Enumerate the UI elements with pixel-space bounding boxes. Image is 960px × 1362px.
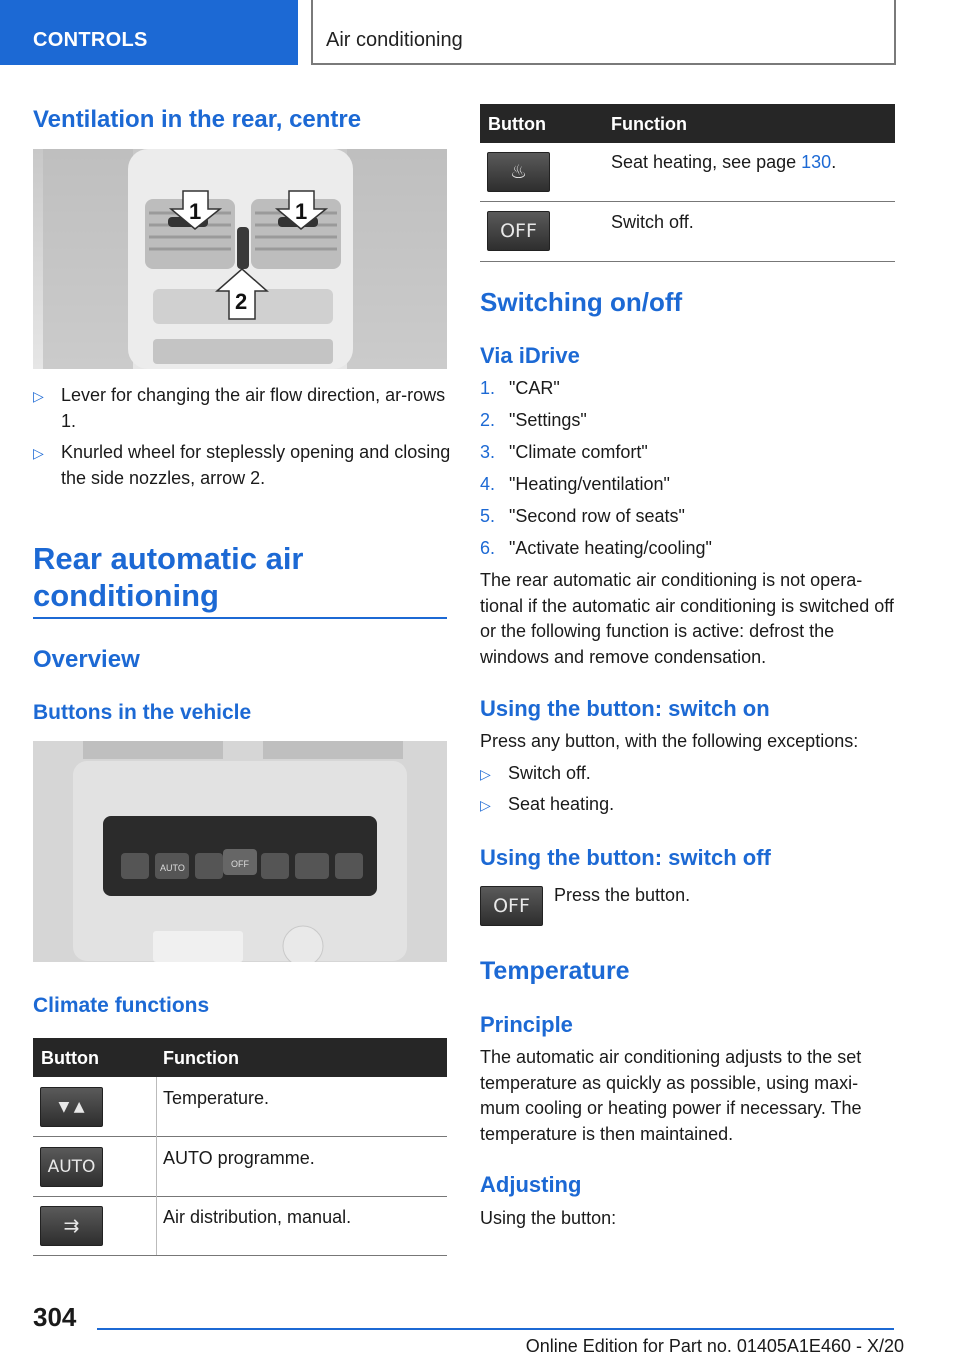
off-button-icon: OFF [480, 886, 543, 926]
bullet-triangle-icon: ▷ [480, 766, 491, 782]
step-number: 1. [480, 378, 496, 398]
bullet-triangle-icon: ▷ [33, 445, 44, 461]
col-button-header: Button [488, 114, 546, 134]
step-text: "Heating/ventilation" [509, 474, 670, 494]
air-distribution-icon: ⇉ [40, 1206, 103, 1246]
seat-heating-icon: ♨ [487, 152, 550, 192]
col-button-header: Button [41, 1048, 99, 1068]
principle-heading: Principle [480, 1012, 573, 1037]
temperature-heading: Temperature [480, 957, 630, 985]
control-panel-illustration [33, 741, 447, 962]
vent-label-2: 2 [235, 289, 248, 314]
climate-heading: Climate functions [33, 994, 210, 1017]
climate-row-2-text: AUTO programme. [163, 1148, 315, 1168]
section-title: CONTROLS [33, 29, 148, 51]
step-text: "Second row of seats" [509, 506, 685, 526]
vent-label-1a: 1 [189, 199, 202, 224]
bullet-triangle-icon: ▷ [480, 797, 491, 813]
row-divider [480, 201, 895, 202]
switch-off-text: Switch off. [611, 212, 694, 232]
button-on-text: Press any button, with the following exceptions: [480, 731, 859, 751]
overview-heading: Overview [33, 646, 140, 673]
section-tab [0, 0, 298, 65]
climate-table-header [33, 1038, 447, 1077]
bullet-text: Seat heating. [508, 794, 615, 814]
row-divider [33, 1136, 447, 1137]
step-text: "Activate heating/cooling" [509, 538, 712, 558]
auto-icon: AUTO [40, 1147, 103, 1187]
control-panel-photo [33, 741, 447, 962]
step-text: "CAR" [509, 378, 560, 398]
step-number: 4. [480, 474, 496, 494]
column-divider [156, 1077, 157, 1255]
vent-bullet-text-2: Knurled wheel for steplessly opening and closing the side nozzles, arrow 2. [61, 442, 451, 488]
vent-label-1b: 1 [295, 199, 308, 224]
step-number: 5. [480, 506, 496, 526]
step-number: 6. [480, 538, 496, 558]
adjusting-heading: Adjusting [480, 1172, 582, 1197]
vent-heading: Ventilation in the rear, centre [33, 106, 362, 133]
idrive-note: The rear automatic air conditioning is not opera-tional if the automatic air conditioning is switched off or the following function is active: defrost the windows and remove condensation. [480, 570, 894, 667]
col-function-header: Function [163, 1048, 239, 1068]
page-ref-link[interactable]: 130 [801, 152, 832, 172]
bullet-triangle-icon: ▷ [33, 388, 44, 404]
rear-vent-illustration [33, 149, 447, 369]
buttons-heading: Buttons in the vehicle [33, 701, 252, 724]
climate-row-1-text: Temperature. [163, 1088, 270, 1108]
switching-heading: Switching on/off [480, 287, 683, 317]
step-text: "Climate comfort" [509, 442, 648, 462]
edition-text: Online Edition for Part no. 01405A1E460 - X/20 [525, 1336, 904, 1356]
rear-ac-heading: Rear automatic air conditioning [33, 541, 304, 613]
idrive-heading: Via iDrive [480, 343, 580, 368]
panel-off-label: OFF [231, 859, 249, 869]
vent-bullet-text-1: Lever for changing the air flow direction, ar-rows 1. [61, 385, 446, 431]
step-number: 2. [480, 410, 496, 430]
button-off-text: Press the button. [554, 885, 691, 905]
panel-auto-label: AUTO [160, 863, 185, 873]
climate-row-3-text: Air distribution, manual. [163, 1207, 352, 1227]
row-divider [33, 1196, 447, 1197]
temperature-icon: ▼ ▲ [40, 1087, 103, 1127]
col-function-header: Function [611, 114, 687, 134]
adjusting-text: Using the button: [480, 1208, 617, 1228]
bullet-text: Switch off. [508, 763, 591, 783]
button-off-heading: Using the button: switch off [480, 845, 771, 870]
footer-rule [97, 1328, 894, 1330]
principle-text: The automatic air conditioning adjusts to the set temperature as quickly as possible, using maxi-mum cooling or heating power if necessary. The temperature is then maintained. [480, 1047, 862, 1144]
step-number: 3. [480, 442, 496, 462]
rear-vent-photo [33, 149, 447, 369]
off-icon: OFF [487, 211, 550, 251]
section-divider [33, 617, 447, 619]
seat-heating-text: Seat heating, see page 130. [611, 152, 837, 172]
page-number: 304 [33, 1302, 77, 1332]
step-text: "Settings" [509, 410, 587, 430]
row-divider [33, 1255, 447, 1256]
right-table-header [480, 104, 895, 143]
row-divider [480, 261, 895, 262]
button-on-heading: Using the button: switch on [480, 696, 770, 721]
chapter-title: Air conditioning [326, 29, 463, 51]
chapter-tab [311, 0, 896, 65]
